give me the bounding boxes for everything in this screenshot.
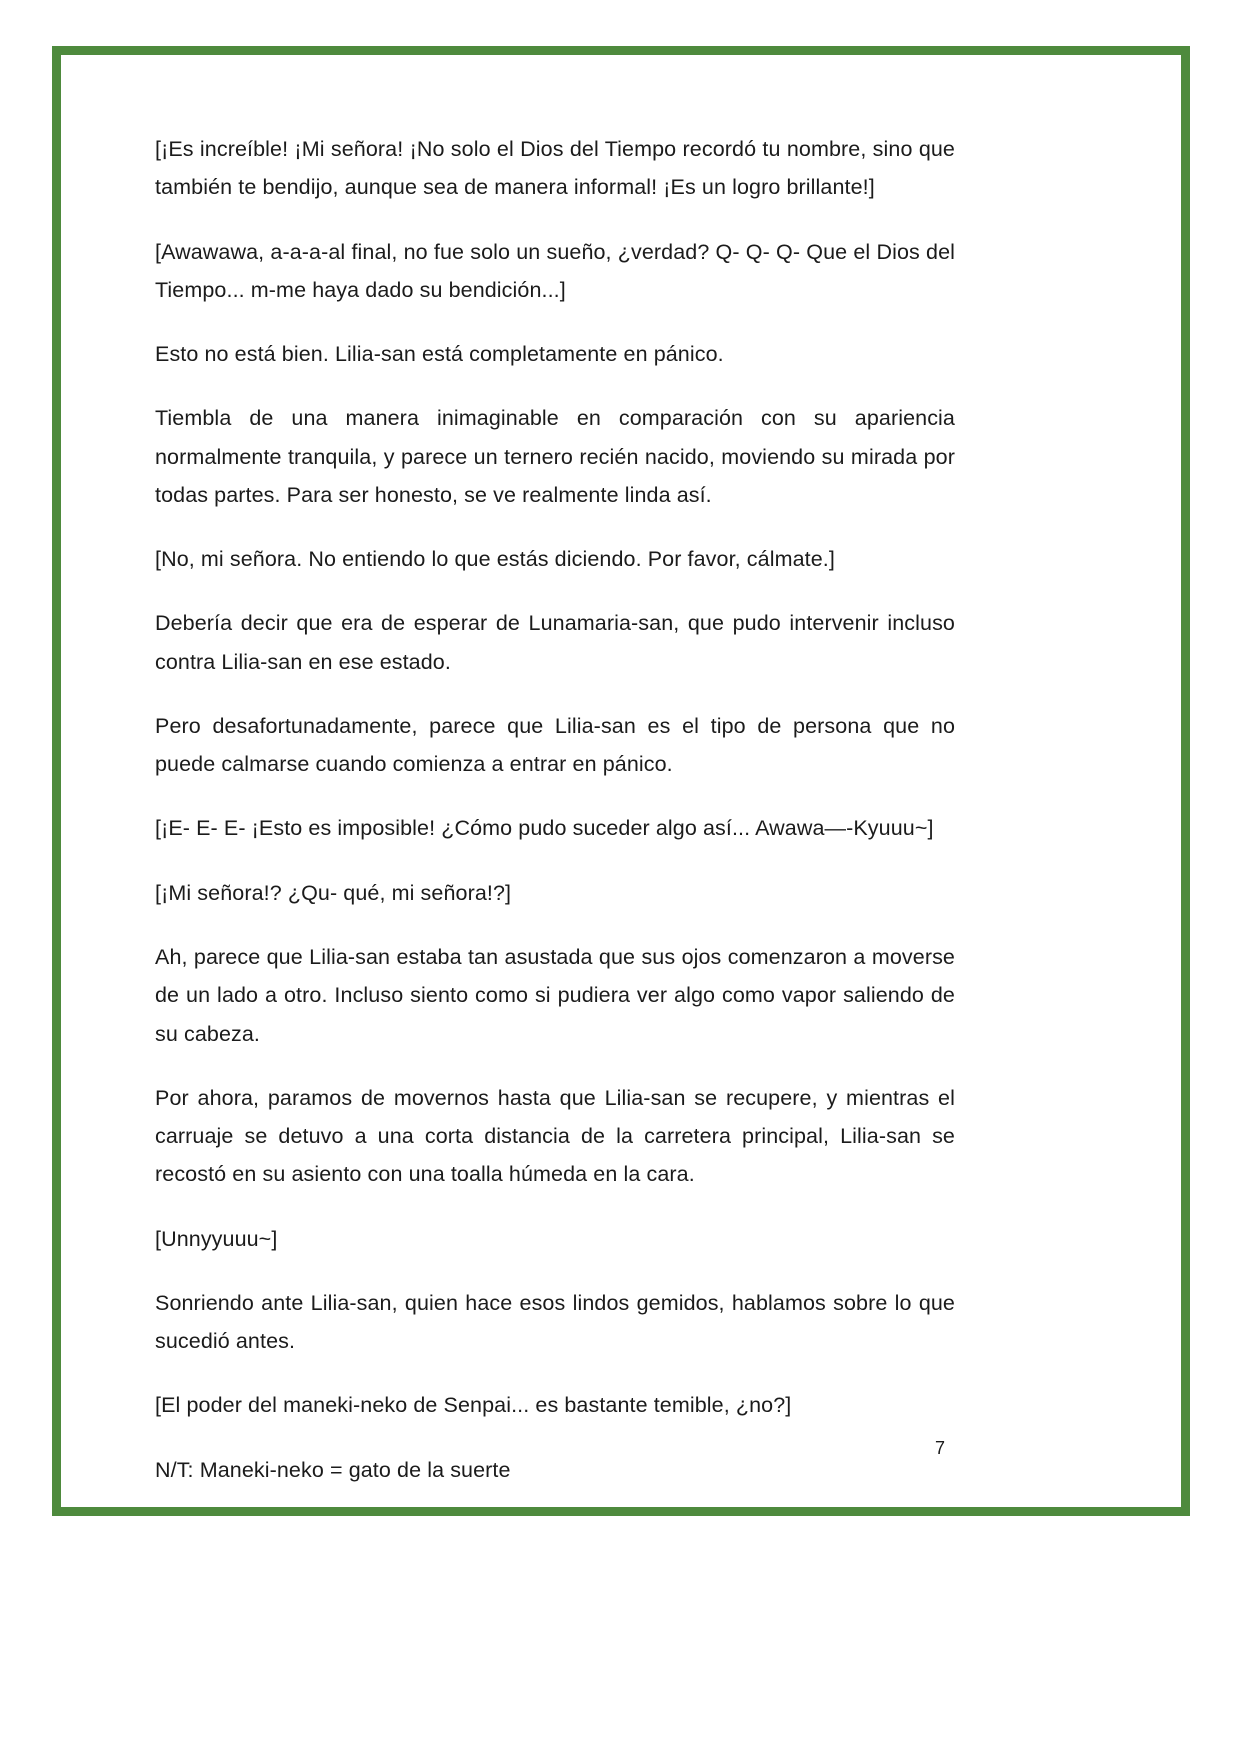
paragraph: Ah, parece que Lilia-san estaba tan asustada que sus ojos comenzaron a moverse de un lado a otro. Incluso siento como si pudiera ver algo como vapor saliendo de su cabeza. bbox=[155, 944, 955, 1046]
paragraph: [¡Es increíble! ¡Mi señora! ¡No solo el Dios del Tiempo recordó tu nombre, sino que también te bendijo, aunque sea de manera informal! ¡Es un logro brillante!] bbox=[155, 137, 955, 200]
paragraph: Tiembla de una manera inimaginable en comparación con su apariencia normalmente tranquila, y parece un ternero recién nacido, moviendo su mirada por todas partes. Para ser honesto, se ve realmente linda así. bbox=[155, 406, 955, 507]
paragraph: Debería decir que era de esperar de Lunamaria-san, que pudo intervenir incluso contra Lilia-san en ese estado. bbox=[155, 611, 955, 674]
paragraph: [El poder del maneki-neko de Senpai... es bastante temible, ¿no?] bbox=[155, 1393, 792, 1418]
paragraph: [Unnyyuuu~] bbox=[155, 1226, 278, 1251]
paragraph: Por ahora, paramos de movernos hasta que Lilia-san se recupere, y mientras el carruaje se detuvo a una corta distancia de la carretera principal, Lilia-san se recostó en su asiento con una toalla húmeda en la cara. bbox=[155, 1085, 955, 1187]
paragraph: [Awawawa, a-a-a-al final, no fue solo un sueño, ¿verdad? Q- Q- Q- Que el Dios del Tiempo... m-me haya dado su bendición...] bbox=[155, 239, 955, 302]
paragraph: Esto no está bien. Lilia-san está completamente en pánico. bbox=[155, 342, 724, 367]
document-body bbox=[155, 130, 955, 1489]
page-number: 7 bbox=[935, 1438, 946, 1458]
paragraph: Pero desafortunadamente, parece que Lilia-san es el tipo de persona que no puede calmarse cuando comienza a entrar en pánico. bbox=[155, 713, 955, 777]
paragraph: [¡E- E- E- ¡Esto es imposible! ¿Cómo pudo suceder algo así... Awawa—-Kyuuu~] bbox=[155, 816, 934, 841]
paragraph: Sonriendo ante Lilia-san, quien hace esos lindos gemidos, hablamos sobre lo que sucedió antes. bbox=[155, 1290, 955, 1354]
translator-note: N/T: Maneki-neko = gato de la suerte bbox=[155, 1457, 511, 1482]
paragraph: [¡Mi señora!? ¿Qu- qué, mi señora!?] bbox=[155, 880, 512, 905]
paragraph: [No, mi señora. No entiendo lo que estás diciendo. Por favor, cálmate.] bbox=[155, 547, 835, 572]
